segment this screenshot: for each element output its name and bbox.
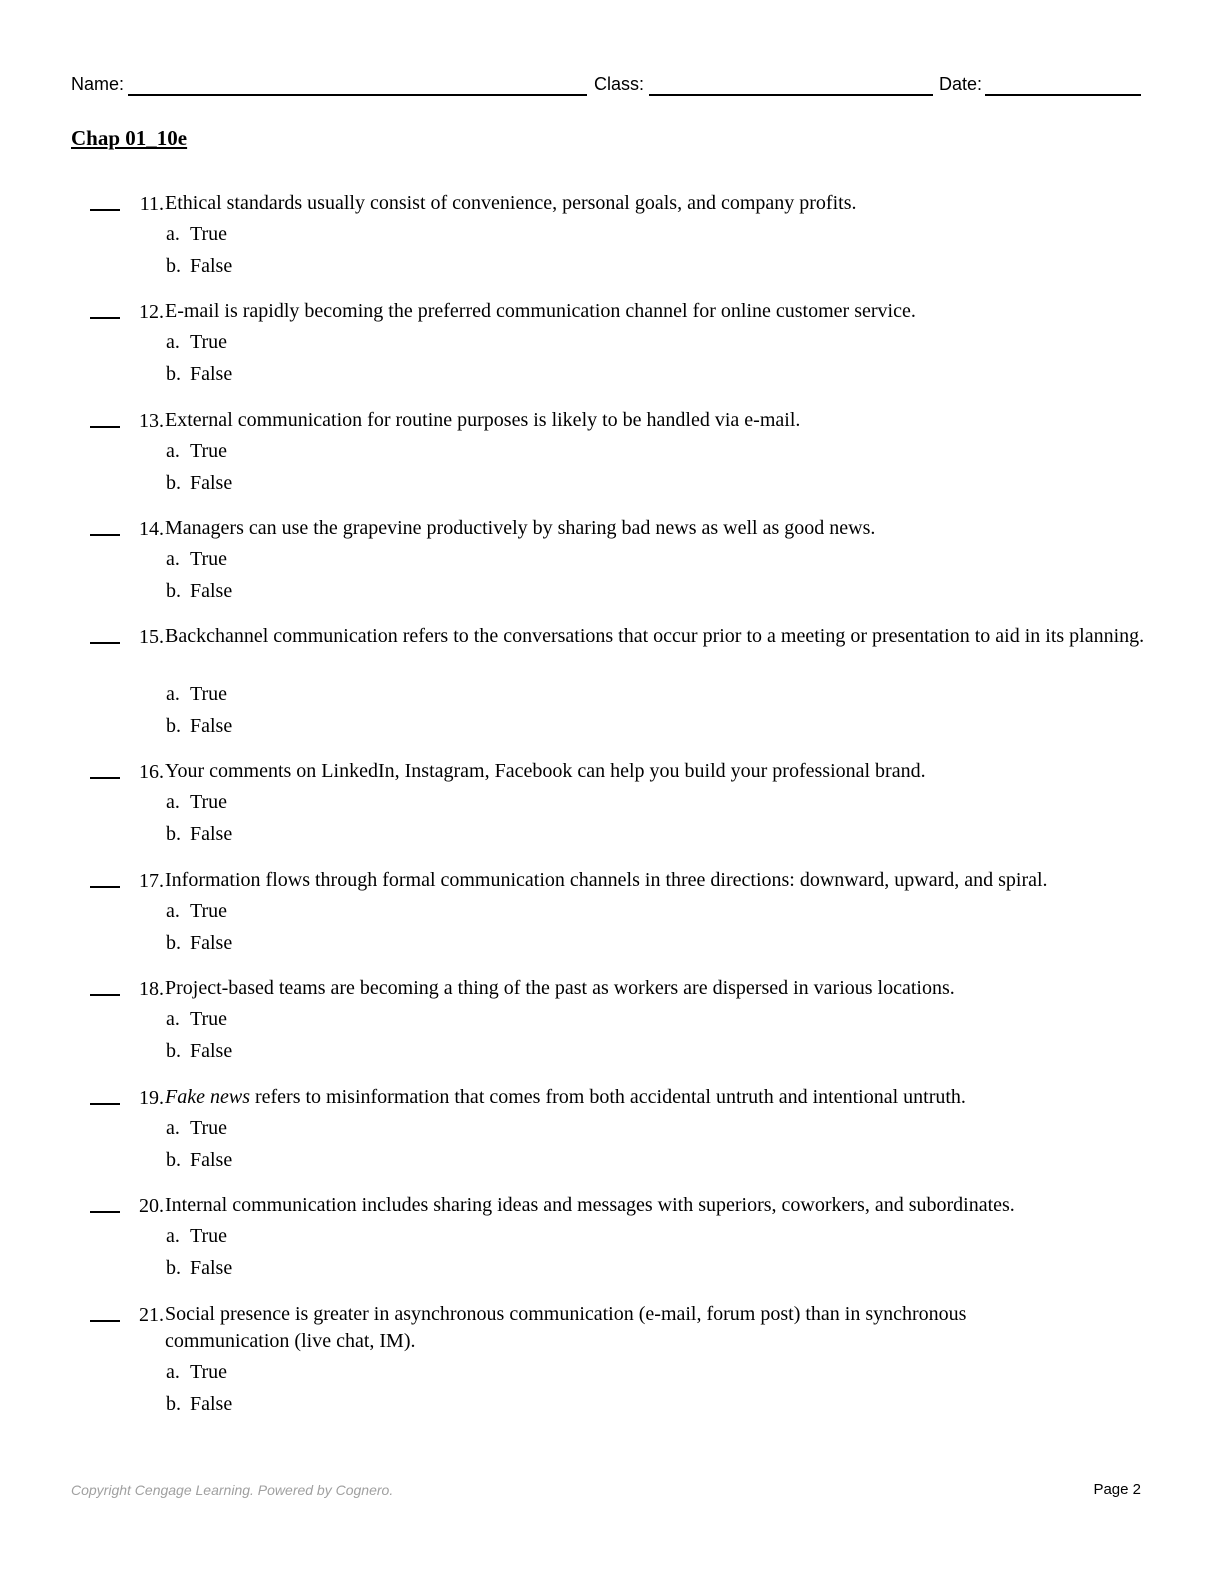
answer-blank[interactable] (90, 1103, 120, 1105)
option-letter: a. (166, 1117, 180, 1139)
question-text: Social presence is greater in asynchronous communication (e-mail, forum post) than in synchronous communication (live chat, IM). (165, 1303, 967, 1352)
option-label: False (190, 1393, 233, 1415)
option-label: False (190, 932, 233, 954)
option-label: False (190, 715, 233, 737)
option-letter: b. (166, 1393, 181, 1415)
date-label: Date: (939, 74, 983, 94)
option-b[interactable] (166, 820, 232, 848)
option-letter: b. (166, 1040, 181, 1062)
option-letter: b. (166, 255, 181, 277)
option-a[interactable] (166, 545, 227, 573)
question-number: 14. (139, 518, 164, 540)
question-number: 21. (139, 1304, 164, 1326)
question-number: 15. (139, 626, 164, 648)
option-letter: a. (166, 331, 180, 353)
option-letter: b. (166, 715, 181, 737)
option-label: True (190, 1117, 228, 1139)
option-letter: a. (166, 683, 180, 705)
option-letter: b. (166, 580, 181, 602)
option-a[interactable] (166, 1222, 227, 1250)
option-letter: b. (166, 363, 181, 385)
option-letter: a. (166, 1361, 180, 1383)
option-label: True (190, 1008, 228, 1030)
question-text: Managers can use the grapevine productively by sharing bad news as well as good news. (165, 517, 876, 539)
option-label: True (190, 1225, 228, 1247)
question-number: 13. (139, 410, 164, 432)
question-text: External communication for routine purposes is likely to be handled via e-mail. (165, 409, 801, 431)
option-a[interactable] (166, 788, 227, 816)
option-label: True (190, 331, 228, 353)
question-number: 19. (139, 1087, 164, 1109)
option-a[interactable] (166, 680, 227, 708)
question-number: 16. (139, 761, 164, 783)
option-letter: b. (166, 932, 181, 954)
option-letter: b. (166, 472, 181, 494)
answer-blank[interactable] (90, 886, 120, 888)
option-label: True (190, 900, 228, 922)
question-number: 20. (139, 1195, 164, 1217)
option-letter: a. (166, 440, 180, 462)
name-label: Name: (71, 74, 125, 94)
option-a[interactable] (166, 897, 227, 925)
option-label: False (190, 255, 233, 277)
answer-blank[interactable] (90, 1320, 120, 1322)
answer-blank[interactable] (90, 317, 120, 319)
option-b[interactable] (166, 1390, 232, 1418)
question-number: 11. (139, 193, 164, 215)
option-letter: a. (166, 1225, 180, 1247)
option-label: False (190, 1257, 233, 1279)
answer-blank[interactable] (90, 777, 120, 779)
option-letter: a. (166, 548, 180, 570)
answer-blank[interactable] (90, 209, 120, 211)
answer-blank[interactable] (90, 1211, 120, 1213)
page-number: Page 2 (1093, 1481, 1141, 1498)
question-text (165, 1084, 1145, 1111)
question-text: Your comments on LinkedIn, Instagram, Facebook can help you build your professional brand. (165, 760, 926, 782)
option-b[interactable] (166, 360, 232, 388)
class-label: Class: (594, 74, 645, 94)
question-text: E-mail is rapidly becoming the preferred communication channel for online customer service. (165, 300, 916, 322)
answer-blank[interactable] (90, 642, 120, 644)
option-letter: a. (166, 900, 180, 922)
option-letter: a. (166, 223, 180, 245)
option-label: True (190, 440, 228, 462)
option-b[interactable] (166, 1037, 232, 1065)
question-number: 17. (139, 870, 164, 892)
option-label: True (190, 791, 228, 813)
question-text-rest: refers to misinformation that comes from both accidental untruth and intentional untruth. (249, 1086, 966, 1108)
option-a[interactable] (166, 1114, 227, 1142)
question-number: 18. (139, 978, 164, 1000)
chapter-title: Chap 01_10e (71, 126, 188, 150)
option-b[interactable] (166, 712, 232, 740)
question-text: Backchannel communication refers to the conversations that occur prior to a meeting or presentation to aid in its planning. (165, 625, 1145, 647)
question-text: Project-based teams are becoming a thing of the past as workers are dispersed in various locations. (165, 977, 955, 999)
answer-blank[interactable] (90, 994, 120, 996)
option-letter: b. (166, 1149, 181, 1171)
option-label: False (190, 580, 233, 602)
option-label: False (190, 472, 233, 494)
question-text: Information flows through formal communication channels in three directions: downward, upward, and spiral. (165, 869, 1048, 891)
option-a[interactable] (166, 328, 227, 356)
option-label: True (190, 548, 228, 570)
option-label: False (190, 823, 233, 845)
option-letter: a. (166, 791, 180, 813)
option-letter: b. (166, 823, 181, 845)
question-text: Internal communication includes sharing ideas and messages with superiors, coworkers, and subordinates. (165, 1194, 1015, 1216)
option-b[interactable] (166, 1254, 232, 1282)
option-label: False (190, 1149, 233, 1171)
option-letter: b. (166, 1257, 181, 1279)
option-a[interactable] (166, 1358, 227, 1386)
option-a[interactable] (166, 437, 227, 465)
copyright-notice: Copyright Cengage Learning. Powered by Cognero. (71, 1482, 394, 1498)
option-a[interactable] (166, 220, 227, 248)
option-letter: a. (166, 1008, 180, 1030)
option-b[interactable] (166, 1146, 232, 1174)
option-b[interactable] (166, 252, 232, 280)
option-label: False (190, 363, 233, 385)
answer-blank[interactable] (90, 534, 120, 536)
option-a[interactable] (166, 1005, 227, 1033)
question-italic-term: Fake news (165, 1086, 250, 1108)
option-label: True (190, 1361, 228, 1383)
question-number: 12. (139, 301, 164, 323)
option-label: True (190, 683, 228, 705)
option-label: True (190, 223, 228, 245)
option-b[interactable] (166, 469, 232, 497)
question-text: Ethical standards usually consist of convenience, personal goals, and company profits. (165, 192, 857, 214)
option-label: False (190, 1040, 233, 1062)
option-b[interactable] (166, 577, 232, 605)
option-b[interactable] (166, 929, 232, 957)
answer-blank[interactable] (90, 426, 120, 428)
